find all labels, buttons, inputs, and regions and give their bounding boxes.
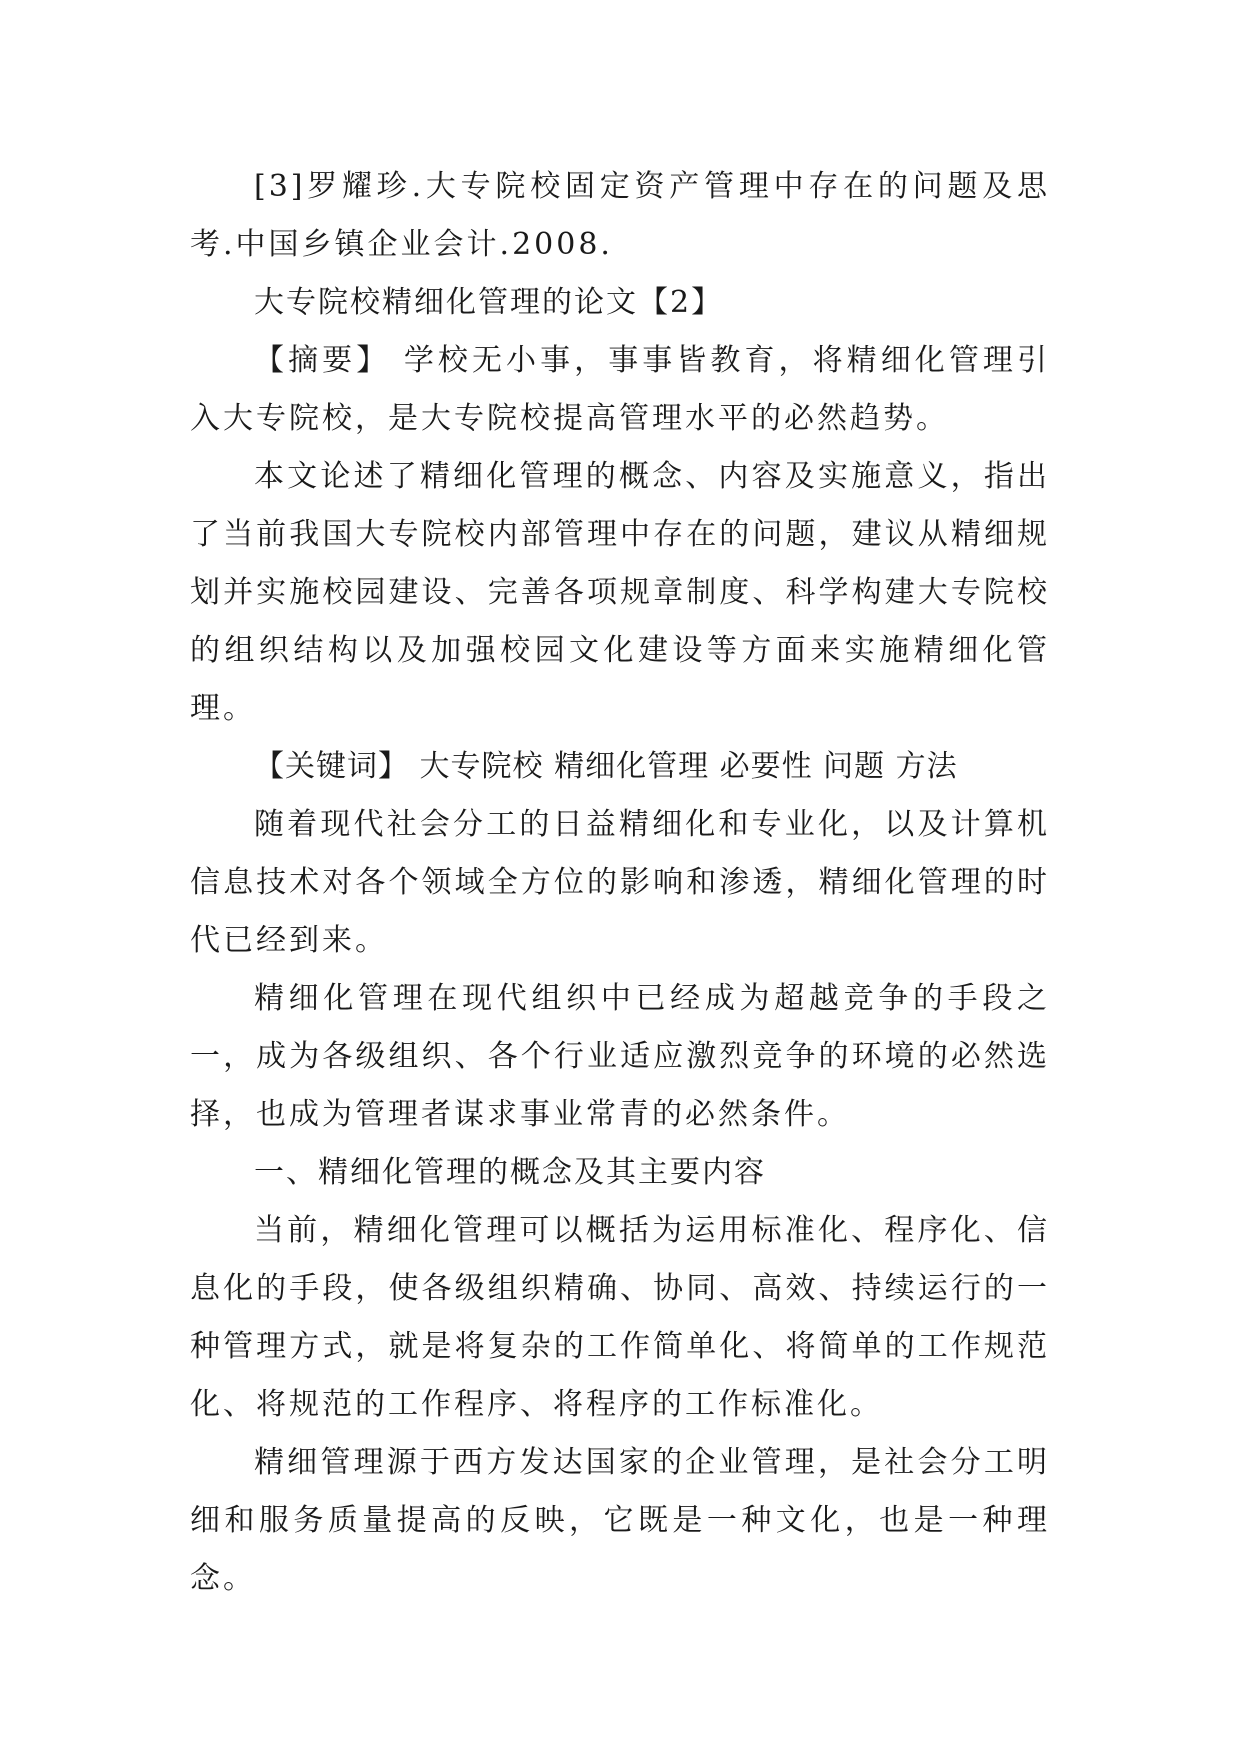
body-paragraph: 随着现代社会分工的日益精细化和专业化，以及计算机信息技术对各个领域全方位的影响和渗透，精细化管理的时代已经到来。	[190, 807, 1050, 958]
body-paragraph: 精细化管理在现代组织中已经成为超越竞争的手段之一，成为各级组织、各个行业适应激烈竞争的环境的必然选择，也成为管理者谋求事业常青的必然条件。	[190, 981, 1050, 1132]
abstract-body-paragraph: 本文论述了精细化管理的概念、内容及实施意义，指出了当前我国大专院校内部管理中存在的问题，建议从精细规划并实施校园建设、完善各项规章制度、科学构建大专院校的组织结构以及加强校园文化建设等方面来实施精细化管理。	[190, 459, 1050, 726]
keywords-line: 【关键词】 大专院校 精细化管理 必要性 问题 方法	[254, 749, 958, 784]
document-page	[190, 158, 1050, 1608]
body-paragraph: 精细管理源于西方发达国家的企业管理，是社会分工明细和服务质量提高的反映，它既是一种文化，也是一种理念。	[190, 1445, 1050, 1596]
body-paragraph: 当前，精细化管理可以概括为运用标准化、程序化、信息化的手段，使各级组织精确、协同、高效、持续运行的一种管理方式，就是将复杂的工作简单化、将简单的工作规范化、将规范的工作程序、将程序的工作标准化。	[190, 1213, 1050, 1422]
section-heading: 一、精细化管理的概念及其主要内容	[254, 1155, 766, 1190]
abstract-paragraph: 【摘要】 学校无小事，事事皆教育，将精细化管理引入大专院校，是大专院校提高管理水平的必然趋势。	[190, 343, 1050, 436]
article-title: 大专院校精细化管理的论文【2】	[254, 285, 724, 320]
reference-item: [3]罗耀珍.大专院校固定资产管理中存在的问题及思考.中国乡镇企业会计.2008.	[190, 169, 1050, 262]
